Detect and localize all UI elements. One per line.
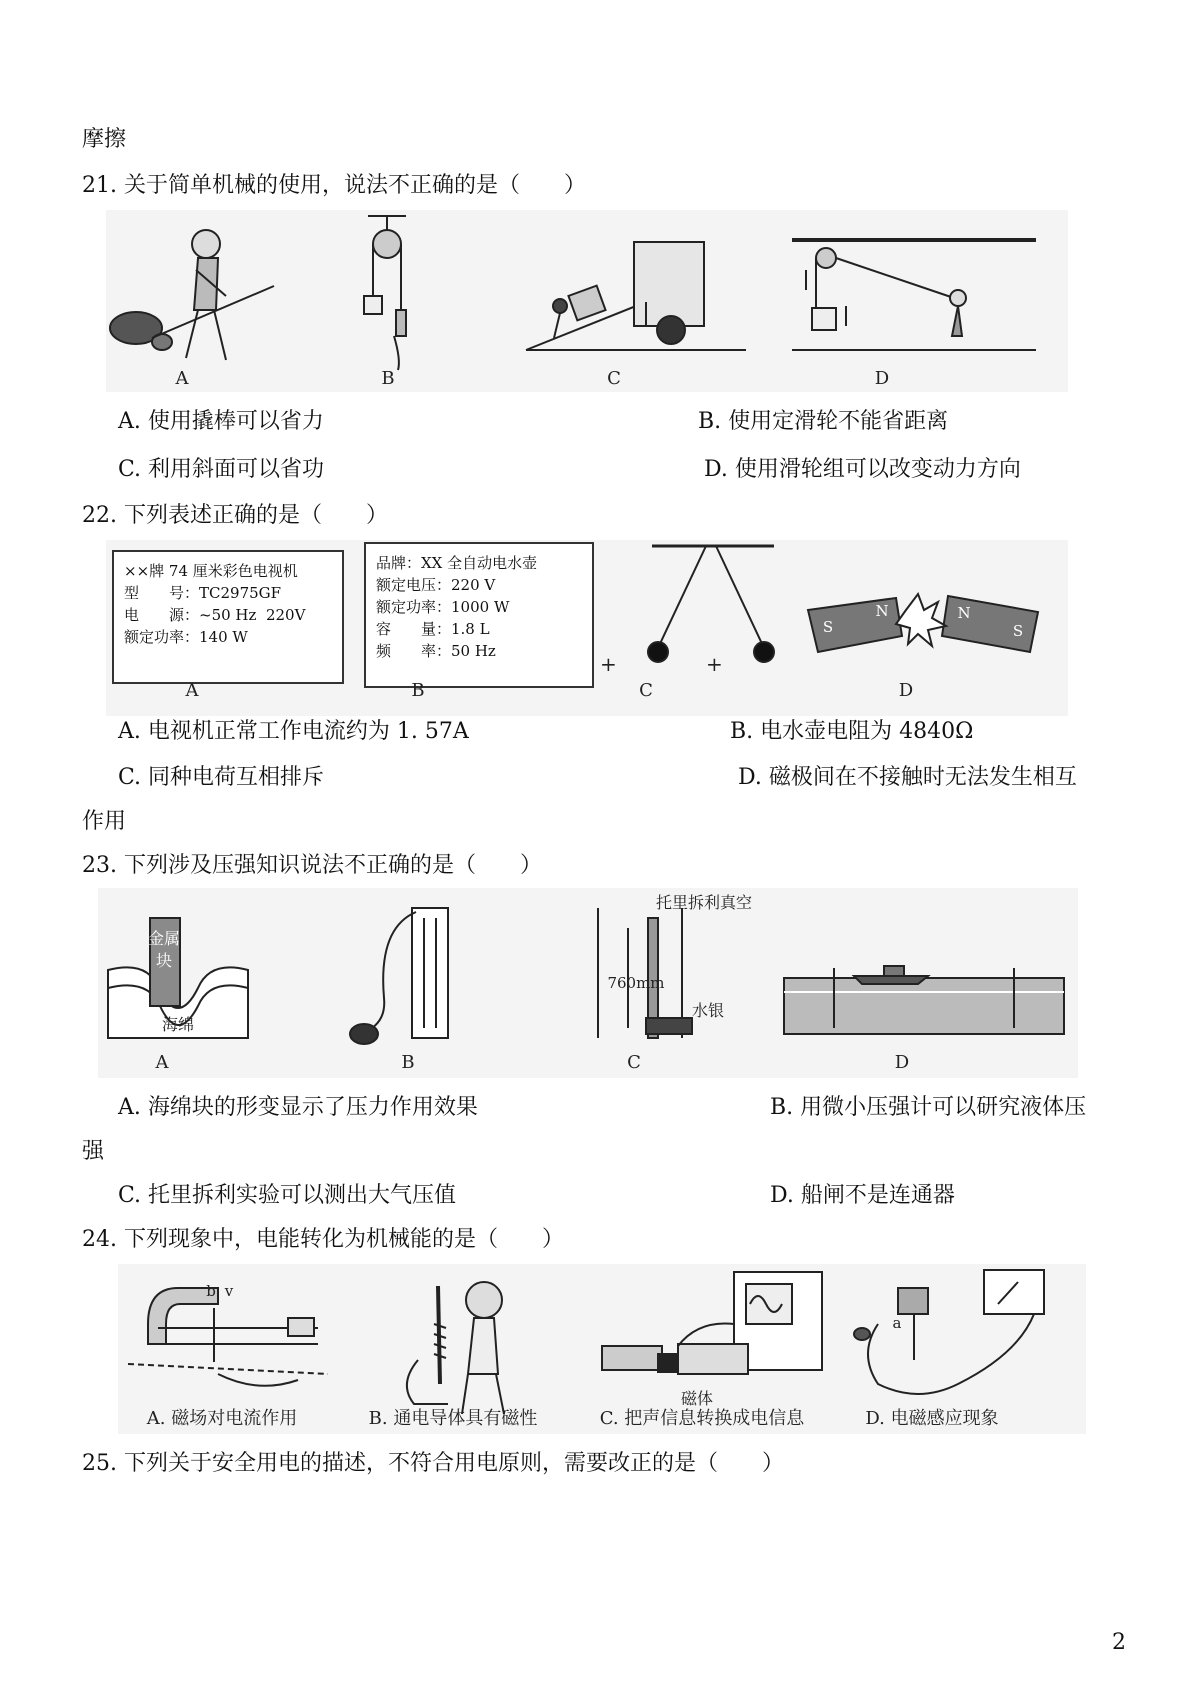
- q22-charge-left: +: [600, 652, 617, 676]
- q21-d-pulley-block-image: [792, 240, 1036, 350]
- q21-b-pulley-image: [364, 216, 406, 370]
- q21-caption-a: A: [175, 368, 189, 389]
- q22-magnet-pole-s-right: S: [1012, 622, 1024, 640]
- q24-d-induction-image: [854, 1270, 1044, 1394]
- q21-option-d: D. 使用滑轮组可以改变动力方向: [704, 457, 1021, 482]
- q23-caption-b: B: [401, 1052, 415, 1073]
- q22-caption-c: C: [639, 680, 653, 701]
- q23-c-torricelli-image: [598, 908, 692, 1038]
- kettle-label-line: 额定电压：220 V: [376, 576, 496, 594]
- q23-caption-d: D: [894, 1052, 910, 1073]
- q24-c-oscilloscope-image: [602, 1272, 822, 1374]
- q21-stem: 21. 关于简单机械的使用，说法不正确的是（ ）: [82, 173, 586, 198]
- q24-caption-b: B. 通电导体具有磁性: [368, 1408, 538, 1429]
- q23-d-ship-lock-image: [784, 966, 1064, 1034]
- q21-a-lever-image: [110, 230, 274, 360]
- q25-stem: 25. 下列关于安全用电的描述，不符合用电原则，需要改正的是（ ）: [82, 1451, 784, 1476]
- q24-a-motor-rail-image: [128, 1288, 328, 1386]
- q23-stem: 23. 下列涉及压强知识说法不正确的是（ ）: [82, 853, 542, 878]
- q22-option-d-continued: 作用: [82, 809, 127, 834]
- q24-label-b: b: [206, 1282, 216, 1300]
- q21-caption-c: C: [607, 368, 621, 389]
- q23-caption-a: A: [155, 1052, 169, 1073]
- q24-label-v: v: [224, 1282, 234, 1300]
- q21-c-incline-image: [526, 242, 746, 350]
- q24-label-a: a: [892, 1314, 902, 1332]
- tv-label-line: 电 源：~50 Hz 220V: [124, 606, 306, 624]
- q21-caption-d: D: [874, 368, 890, 389]
- q22-option-c: C. 同种电荷互相排斥: [118, 765, 325, 790]
- q22-charge-right: +: [706, 652, 723, 676]
- q23-label-metal-block: 金属块: [148, 929, 181, 970]
- kettle-label-line: 品牌：XX 全自动电水壶: [376, 554, 538, 572]
- q23-option-b-continued: 强: [82, 1139, 105, 1164]
- q21-option-c: C. 利用斜面可以省功: [118, 457, 325, 482]
- kettle-label-line: 频 率：50 Hz: [376, 642, 496, 660]
- q22-magnet-pole-n-left: N: [875, 602, 889, 620]
- q22-option-d: D. 磁极间在不接触时无法发生相互: [738, 765, 1077, 790]
- q23-figure: [98, 888, 1078, 1078]
- q23-caption-c: C: [627, 1052, 641, 1073]
- q22-caption-d: D: [898, 680, 914, 701]
- q22-figure: [106, 540, 1068, 716]
- q22-d-magnets-image: [808, 594, 1038, 652]
- q23-option-d: D. 船闸不是连通器: [770, 1183, 955, 1208]
- q23-b-manometer-image: [350, 908, 448, 1044]
- kettle-label-line: 额定功率：1000 W: [376, 598, 510, 616]
- q21-option-b: B. 使用定滑轮不能省距离: [698, 409, 949, 434]
- q23-option-c: C. 托里拆利实验可以测出大气压值: [118, 1183, 457, 1208]
- q21-caption-b: B: [381, 368, 395, 389]
- tv-label-line: 额定功率：140 W: [124, 628, 248, 646]
- q22-magnet-pole-n-right: N: [957, 604, 971, 622]
- q21-figure: [106, 210, 1068, 392]
- q23-label-mercury: 水银: [691, 1001, 724, 1020]
- kettle-label-line: 容 量：1.8 L: [376, 620, 490, 638]
- q23-option-a: A. 海绵块的形变显示了压力作用效果: [118, 1095, 478, 1120]
- q22-magnet-pole-s-left: S: [822, 618, 834, 636]
- q24-figure: [118, 1264, 1086, 1434]
- q23-label-sponge: 海绵: [161, 1015, 194, 1034]
- q22-stem: 22. 下列表述正确的是（ ）: [82, 503, 388, 528]
- page-number: 2: [1112, 1630, 1126, 1655]
- q22-c-charged-balls-image: [648, 546, 774, 662]
- continued-fragment: 摩擦: [82, 127, 127, 152]
- q24-caption-d: D. 电磁感应现象: [865, 1408, 999, 1429]
- tv-label-line: ××牌 74 厘米彩色电视机: [124, 562, 298, 580]
- q24-caption-a: A. 磁场对电流作用: [146, 1408, 298, 1429]
- q24-stem: 24. 下列现象中，电能转化为机械能的是（ ）: [82, 1227, 564, 1252]
- q23-option-b: B. 用微小压强计可以研究液体压: [770, 1095, 1087, 1120]
- tv-label-line: 型 号：TC2975GF: [124, 584, 282, 602]
- q22-caption-a: A: [185, 680, 199, 701]
- q22-option-b: B. 电水壶电阻为 4840Ω: [730, 719, 974, 744]
- q24-caption-c: C. 把声信息转换成电信息: [599, 1408, 805, 1429]
- q22-option-a: A. 电视机正常工作电流约为 1. 57A: [118, 719, 469, 744]
- q21-option-a: A. 使用撬棒可以省力: [118, 409, 324, 434]
- q24-label-magnet: 磁体: [680, 1389, 713, 1408]
- q24-b-electromagnet-image: [407, 1282, 504, 1414]
- q22-caption-b: B: [411, 680, 425, 701]
- q23-label-torricelli-vacuum: 托里拆利真空: [655, 893, 752, 912]
- q23-label-760mm: 760mm: [607, 974, 665, 992]
